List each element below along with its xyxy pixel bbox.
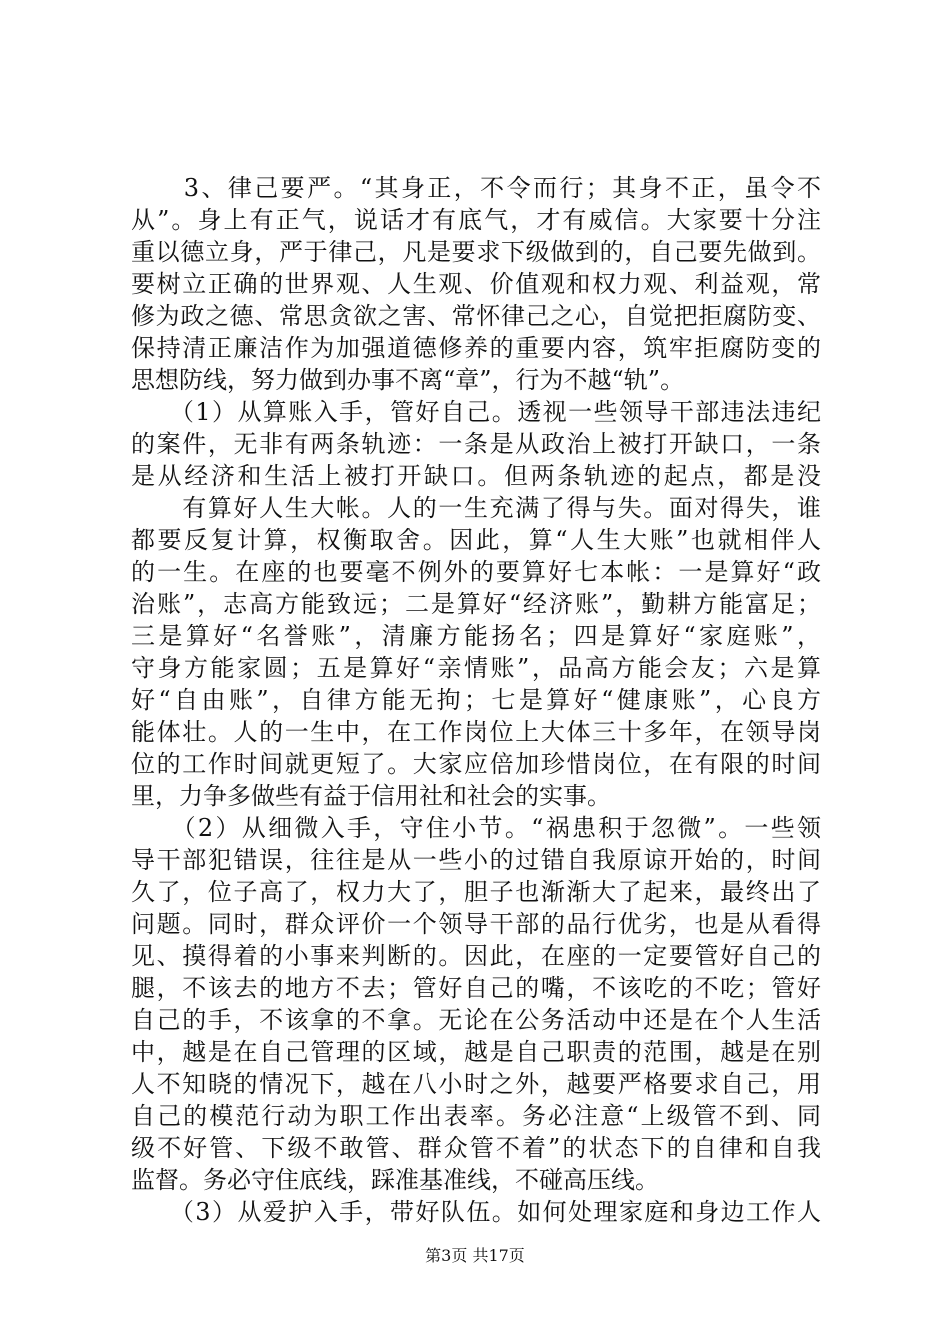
page-footer [0,1246,950,1266]
page-indicator: 第3页 共17页 [425,1246,525,1265]
text-line: 修为政之德、常思贪欲之害、常怀律己之心，自觉把拒腐防变、 [131,302,821,330]
text-line: 要树立正确的世界观、人生观、价值观和权力观、利益观，常 [131,270,821,298]
text-line: 思想防线，努力做到办事不离“章”，行为不越“轨”。 [131,366,685,394]
paragraph [131,172,821,396]
text-line: 位的工作时间就更短了。大家应倍加珍惜岗位，在有限的时间 [131,750,821,778]
text-line: 监督。务必守住底线，踩准基准线，不碰高压线。 [131,1166,659,1194]
text-line: 里，力争多做些有益于信用社和社会的实事。 [131,782,611,810]
text-line: 从”。身上有正气，说话才有底气，才有威信。大家要十分注 [131,206,821,234]
text-line: （2）从细微入手，守住小节。“祸患积于忽微”。一些领 [131,814,821,842]
paragraph [131,492,821,812]
text-line: 人不知晓的情况下，越在八小时之外，越要严格要求自己，用 [131,1070,821,1098]
text-line: 问题。同时，群众评价一个领导干部的品行优劣，也是从看得 [131,910,821,938]
text-line: 3、律己要严。“其身正，不令而行；其身不正，虽令不 [131,174,821,202]
text-line: 三是算好“名誉账”，清廉方能扬名；四是算好“家庭账”， [131,622,821,650]
text-line: 保持清正廉洁作为加强道德修养的重要内容，筑牢拒腐防变的 [131,334,821,362]
paragraph [131,812,821,1196]
text-line: 自己的模范行动为职工作出表率。务必注意“上级管不到、同 [131,1102,821,1130]
text-line: （1）从算账入手，管好自己。透视一些领导干部违法违纪 [131,398,821,426]
paragraph [131,396,821,492]
text-line: 守身方能家圆；五是算好“亲情账”，品高方能会友；六是算 [131,654,821,682]
text-line: 级不好管、下级不敢管、群众管不着”的状态下的自律和自我 [131,1134,821,1162]
paragraph [131,1196,821,1228]
text-line: 有算好人生大帐。人的一生充满了得与失。面对得失，谁 [131,494,821,522]
text-line: 好“自由账”，自律方能无拘；七是算好“健康账”，心良方 [131,686,821,714]
text-line: 能体壮。人的一生中，在工作岗位上大体三十多年，在领导岗 [131,718,821,746]
text-line: 自己的手，不该拿的不拿。无论在公务活动中还是在个人生活 [131,1006,821,1034]
text-line: 重以德立身，严于律己，凡是要求下级做到的，自己要先做到。 [131,238,821,266]
text-line: 治账”，志高方能致远；二是算好“经济账”，勤耕方能富足； [131,590,821,618]
document-body [131,172,821,1228]
text-line: 是从经济和生活上被打开缺口。但两条轨迹的起点，都是没 [131,462,821,490]
text-line: 久了，位子高了，权力大了，胆子也渐渐大了起来，最终出了 [131,878,821,906]
text-line: 见、摸得着的小事来判断的。因此，在座的一定要管好自己的 [131,942,821,970]
text-line: 腿，不该去的地方不去；管好自己的嘴，不该吃的不吃；管好 [131,974,821,1002]
text-line: 的案件，无非有两条轨迹：一条是从政治上被打开缺口，一条 [131,430,821,458]
text-line: 导干部犯错误，往往是从一些小的过错自我原谅开始的，时间 [131,846,821,874]
text-line: 中，越是在自己管理的区域，越是自己职责的范围，越是在别 [131,1038,821,1066]
text-line: 的一生。在座的也要毫不例外的要算好七本帐：一是算好“政 [131,558,821,586]
text-line: 都要反复计算，权衡取舍。因此，算“人生大账”也就相伴人 [131,526,821,554]
text-line: （3）从爱护入手，带好队伍。如何处理家庭和身边工作人 [131,1198,821,1226]
